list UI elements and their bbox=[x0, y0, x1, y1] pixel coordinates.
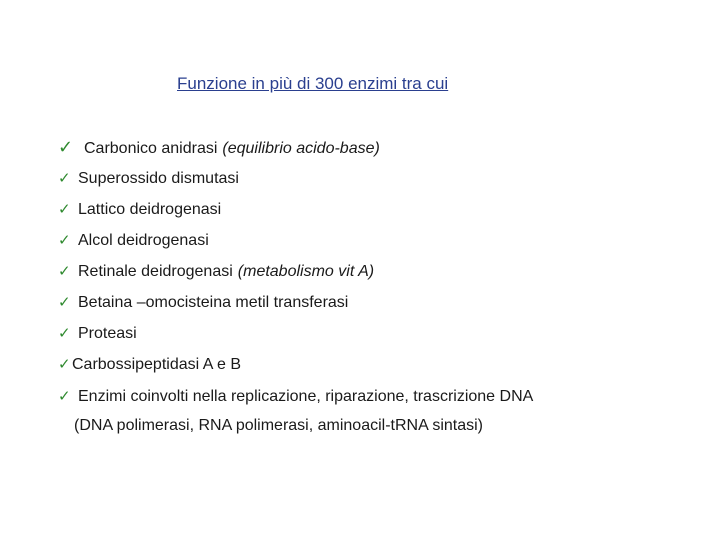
item-label: Betaina –omocisteina metil transferasi bbox=[78, 294, 349, 311]
item-label: Retinale deidrogenasi bbox=[78, 263, 233, 280]
list-item bbox=[58, 324, 137, 343]
list-item bbox=[58, 200, 221, 219]
list-item bbox=[58, 169, 239, 188]
checkmark-icon: ✓ bbox=[58, 355, 71, 373]
list-item bbox=[58, 231, 209, 250]
checkmark-icon: ✓ bbox=[58, 137, 74, 158]
checkmark-icon: ✓ bbox=[58, 200, 71, 218]
slide-title: Funzione in più di 300 enzimi tra cui bbox=[177, 74, 449, 93]
item-note: (equilibrio acido-base) bbox=[222, 140, 380, 157]
list-item bbox=[58, 262, 374, 281]
item-label: Carbonico anidrasi bbox=[84, 140, 218, 157]
checkmark-icon: ✓ bbox=[58, 262, 71, 280]
item-label: Proteasi bbox=[78, 325, 137, 342]
item-note: (metabolismo vit A) bbox=[237, 263, 375, 280]
list-item bbox=[58, 137, 380, 158]
item-label: Alcol deidrogenasi bbox=[78, 232, 209, 249]
checkmark-icon: ✓ bbox=[58, 293, 71, 311]
item-label: Enzimi coinvolti nella replicazione, riparazione, trascrizione DNA bbox=[78, 388, 534, 405]
list-item bbox=[58, 293, 348, 312]
item-label: Lattico deidrogenasi bbox=[78, 201, 222, 218]
item-label: Carbossipeptidasi A e B bbox=[72, 356, 241, 373]
checkmark-icon: ✓ bbox=[58, 387, 71, 405]
checkmark-icon: ✓ bbox=[58, 231, 71, 249]
checkmark-icon: ✓ bbox=[58, 169, 71, 187]
list-item bbox=[58, 355, 241, 374]
item-continuation: (DNA polimerasi, RNA polimerasi, aminoacil-tRNA sintasi) bbox=[74, 417, 484, 434]
list-item bbox=[58, 387, 533, 406]
item-label: Superossido dismutasi bbox=[78, 170, 239, 187]
checkmark-icon: ✓ bbox=[58, 324, 71, 342]
